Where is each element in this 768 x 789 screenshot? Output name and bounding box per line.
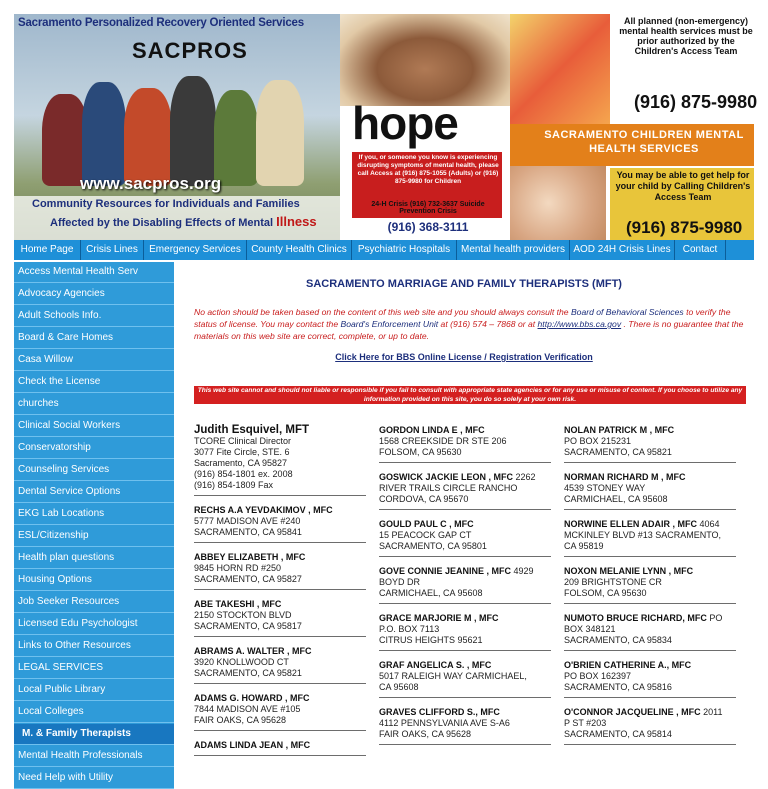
therapist-entry	[564, 516, 736, 557]
therapist-entry	[379, 610, 551, 651]
sidebar-item-health-plan-questions[interactable]: Health plan questions	[14, 548, 174, 569]
sidebar-item-counseling-services[interactable]: Counseling Services	[14, 460, 174, 481]
therapist-name: ABE TAKESHI , MFC	[194, 599, 282, 609]
nav-contact[interactable]: Contact	[675, 240, 726, 260]
therapist-entry	[194, 737, 366, 756]
therapist-name: NORWINE ELLEN ADAIR , MFC	[564, 519, 697, 529]
sidebar-item-ekg-lab-locations[interactable]: EKG Lab Locations	[14, 504, 174, 525]
sidebar-item-esl-citizenship[interactable]: ESL/Citizenship	[14, 526, 174, 547]
banner-url: www.sacpros.org	[80, 174, 222, 193]
therapist-name: RECHS A.A YEVDAKIMOV , MFC	[194, 505, 333, 515]
therapist-column-3	[564, 422, 736, 751]
therapist-detail-line: 3920 KNOLLWOOD CT	[194, 657, 289, 667]
therapist-name: NOXON MELANIE LYNN , MFC	[564, 566, 694, 576]
authorization-note: All planned (non-emergency) mental health services must be prior authorized by the Children's Access Team	[619, 16, 753, 56]
therapist-name: O'BRIEN CATHERINE A., MFC	[564, 660, 692, 670]
therapist-detail-line: BOX 348121	[564, 624, 616, 634]
therapist-entry	[564, 657, 736, 698]
kids-photo	[510, 14, 610, 124]
therapist-detail-line: SACRAMENTO, CA 95834	[564, 635, 672, 645]
therapist-entry	[194, 549, 366, 590]
hope-word: hope	[352, 97, 458, 149]
banner-caption-line1: Community Resources for Individuals and Families	[32, 198, 300, 210]
therapist-entry	[379, 657, 551, 698]
sidebar-item-family-therapists[interactable]: M. & Family Therapists	[14, 724, 174, 745]
therapist-entry	[379, 704, 551, 745]
therapist-entry	[379, 563, 551, 604]
therapist-name: ADAMS LINDA JEAN , MFC	[194, 740, 311, 750]
crisis-line-text: 24-H Crisis (916) 732-3637 Suicide Prevention Crisis	[371, 201, 485, 215]
therapist-name: ABRAMS A. WALTER , MFC	[194, 646, 312, 656]
disclaimer-part: to verify the status of license. You may contact the	[194, 307, 731, 329]
therapist-column-1	[194, 422, 366, 762]
sidebar-item-clinical-social-workers[interactable]: Clinical Social Workers	[14, 416, 174, 437]
nav-crisis-lines[interactable]: Crisis Lines	[81, 240, 144, 260]
sidebar-item-conservatorship[interactable]: Conservatorship	[14, 438, 174, 459]
therapist-detail-line: CITRUS HEIGHTS 95621	[379, 635, 483, 645]
therapist-detail-line: PO BOX 162397	[564, 671, 632, 681]
therapist-detail-line: SACRAMENTO, CA 95814	[564, 729, 672, 739]
sidebar-item-churches[interactable]: churches	[14, 394, 174, 415]
therapist-name: GRAVES CLIFFORD S., MFC	[379, 707, 500, 717]
therapist-detail-line: 4112 PENNSYLVANIA AVE S-A6	[379, 718, 510, 728]
therapist-entry	[564, 469, 736, 510]
sidebar-item-job-seeker-resources[interactable]: Job Seeker Resources	[14, 592, 174, 613]
therapist-name: ABBEY ELIZABETH , MFC	[194, 552, 306, 562]
sidebar-item-licensed-edu-psychologist[interactable]: Licensed Edu Psychologist	[14, 614, 174, 635]
therapist-name: GOVE CONNIE JEANINE , MFC	[379, 566, 512, 576]
therapist-detail-line: SACRAMENTO, CA 95821	[194, 668, 302, 678]
therapist-name: GOULD PAUL C , MFC	[379, 519, 474, 529]
sidebar-item-access-mental-health[interactable]: Access Mental Health Serv	[14, 262, 174, 283]
sacpros-logo: SACPROS	[132, 38, 248, 63]
disclaimer-text	[194, 306, 750, 342]
therapist-entry	[379, 469, 551, 510]
therapist-name: GRACE MARJORIE M , MFC	[379, 613, 499, 623]
therapist-entry	[564, 563, 736, 604]
therapist-detail-line: 5017 RALEIGH WAY CARMICHAEL,	[379, 671, 527, 681]
license-verification-link[interactable]: Click Here for BBS Online License / Registration Verification	[335, 352, 593, 362]
therapist-entry	[194, 690, 366, 731]
sidebar	[14, 262, 174, 783]
sidebar-item-legal-services[interactable]: LEGAL SERVICES	[14, 658, 174, 679]
therapist-name: NOLAN PATRICK M , MFC	[564, 425, 675, 435]
crisis-phone: (916) 368-3111	[387, 220, 469, 234]
therapist-detail-line: 4539 STONEY WAY	[564, 483, 646, 493]
therapist-detail-line: PO BOX 215231	[564, 436, 632, 446]
nav-psychiatric-hospitals[interactable]: Psychiatric Hospitals	[352, 240, 457, 260]
therapist-detail-line: FAIR OAKS, CA 95628	[379, 729, 472, 739]
therapist-detail-line: FOLSOM, CA 95630	[564, 588, 647, 598]
caption-text: Affected by the Disabling Effects of Mental	[50, 217, 277, 229]
caption-illness: Illness	[276, 214, 317, 229]
help-phone: (916) 875-9980	[626, 218, 743, 237]
hope-info-text: If you, or someone you know is experiencing disrupting symptoms of mental health, please call Access at (916) 875-1055 (Adults) or (916) 875-9980 for Children	[357, 154, 499, 185]
sidebar-item-adult-schools[interactable]: Adult Schools Info.	[14, 306, 174, 327]
therapist-entry	[564, 704, 736, 745]
therapist-address-start: 2262	[513, 472, 536, 482]
disclaimer-part: at (916) 574 – 7868 or at	[438, 319, 538, 329]
banner-hope-panel	[340, 14, 510, 240]
sidebar-item-dental-service-options[interactable]: Dental Service Options	[14, 482, 174, 503]
therapist-entry	[194, 643, 366, 684]
therapist-detail-line: 15 PEACOCK GAP CT	[379, 530, 472, 540]
disclaimer-part: . There is no guarantee that the materials on this web site are correct, complete, or up to date.	[194, 319, 744, 341]
sidebar-item-board-care-homes[interactable]: Board & Care Homes	[14, 328, 174, 349]
therapist-detail-line: (916) 854-1801 ex. 2008	[194, 469, 293, 479]
banner-org-title: Sacramento Personalized Recovery Oriented Services	[18, 17, 304, 29]
therapist-detail-line: 3077 Fite Circle, STE. 6	[194, 447, 290, 457]
access-team-phone: (916) 875-9980	[634, 92, 758, 112]
therapist-detail-line: CA 95819	[564, 541, 604, 551]
therapist-name: NORMAN RICHARD M , MFC	[564, 472, 686, 482]
top-nav	[14, 240, 754, 260]
nav-county-health-clinics[interactable]: County Health Clinics	[247, 240, 352, 260]
nav-home-page[interactable]: Home Page	[14, 240, 81, 260]
banner-children-panel	[510, 14, 758, 240]
therapist-detail-line: 7844 MADISON AVE #105	[194, 704, 301, 714]
therapist-detail-line: FOLSOM, CA 95630	[379, 447, 462, 457]
banner-photo-left	[14, 14, 340, 240]
therapist-name: ADAMS G. HOWARD , MFC	[194, 693, 310, 703]
therapist-detail-line: SACRAMENTO, CA 95821	[564, 447, 672, 457]
sidebar-item-links-other-resources[interactable]: Links to Other Resources	[14, 636, 174, 657]
therapist-entry	[379, 516, 551, 557]
therapist-entry	[564, 610, 736, 651]
children-services-title: SACRAMENTO CHILDREN MENTAL HEALTH SERVICES	[544, 129, 744, 155]
therapist-detail-line: (916) 854-1809 Fax	[194, 480, 274, 490]
sidebar-item-local-colleges[interactable]: Local Colleges	[14, 702, 174, 723]
therapist-name: Judith Esquivel, MFT	[194, 424, 310, 436]
therapist-name: GORDON LINDA E , MFC	[379, 425, 485, 435]
therapist-detail-line: SACRAMENTO, CA 95816	[564, 682, 672, 692]
therapist-detail-line: FAIR OAKS, CA 95628	[194, 715, 287, 725]
help-text: You may be able to get help for your child by Calling Children's Access Team	[615, 170, 751, 202]
therapist-detail-line: CARMICHAEL, CA 95608	[564, 494, 668, 504]
nav-emergency-services[interactable]: Emergency Services	[144, 240, 247, 260]
therapist-entry	[194, 422, 366, 496]
bbs-url-link[interactable]: http://www.bbs.ca.gov	[537, 319, 622, 329]
therapist-entry	[194, 502, 366, 543]
therapist-detail-line: 5777 MADISON AVE #240	[194, 516, 301, 526]
therapist-detail-line: Sacramento, CA 95827	[194, 458, 288, 468]
therapist-detail-line: BOYD DR	[379, 577, 421, 587]
header-banner	[14, 14, 758, 240]
sidebar-item-housing-options[interactable]: Housing Options	[14, 570, 174, 591]
therapist-address-start: PO	[706, 613, 723, 623]
enforcement-unit-link[interactable]: Board's Enforcement Unit	[340, 319, 439, 329]
therapist-name: NUMOTO BRUCE RICHARD, MFC	[564, 613, 707, 623]
therapist-column-2	[379, 422, 551, 751]
therapist-detail-line: CA 95608	[379, 682, 419, 692]
therapist-address-start: 2011	[700, 707, 723, 717]
therapist-name: GOSWICK JACKIE LEON , MFC	[379, 472, 514, 482]
therapist-detail-line: P ST #203	[564, 718, 607, 728]
therapist-detail-line: RIVER TRAILS CIRCLE RANCHO	[379, 483, 518, 493]
therapist-name: GRAF ANGELICA S. , MFC	[379, 660, 492, 670]
therapist-detail-line: 9845 HORN RD #250	[194, 563, 282, 573]
nav-mental-health-providers[interactable]: Mental health providers	[457, 240, 570, 260]
page-title: SACRAMENTO MARRIAGE AND FAMILY THERAPISTS (MFT)	[306, 278, 622, 290]
therapist-detail-line: P.O. BOX 7113	[379, 624, 440, 634]
therapist-detail-line: MCKINLEY BLVD #13 SACRAMENTO,	[564, 530, 722, 540]
therapist-detail-line: CARMICHAEL, CA 95608	[379, 588, 483, 598]
therapist-entry	[379, 422, 551, 463]
disclaimer-part: No action should be taken based on the content of this web site and you should always consult the	[194, 307, 571, 317]
therapist-detail-line: 209 BRIGHTSTONE CR	[564, 577, 662, 587]
liability-warning: This web site cannot and should not liable or responsible if you fail to consult with appropriate state agencies or for any use or misuse of content. If you choose to utilize any information provided on this site, you do so solely at your own risk.	[194, 386, 746, 404]
therapist-entry	[564, 422, 736, 463]
therapist-detail-line: SACRAMENTO, CA 95817	[194, 621, 302, 631]
therapist-detail-line: 2150 STOCKTON BLVD	[194, 610, 292, 620]
therapist-detail-line: SACRAMENTO, CA 95841	[194, 527, 302, 537]
nav-aod-crisis-lines[interactable]: AOD 24H Crisis Lines	[570, 240, 675, 260]
bbs-link[interactable]: Board of Behavioral Sciences	[570, 307, 684, 317]
sidebar-item-utility-help[interactable]: Need Help with Utility	[14, 768, 174, 789]
therapist-address-start: 4064	[697, 519, 720, 529]
sidebar-item-mental-health-professionals[interactable]: Mental Health Professionals	[14, 746, 174, 767]
banner-caption-line2	[50, 214, 317, 229]
child-photo	[340, 14, 510, 106]
therapist-entry	[194, 596, 366, 637]
therapist-detail-line: 1568 CREEKSIDE DR STE 206	[379, 436, 507, 446]
therapist-name: O'CONNOR JACQUELINE , MFC	[564, 707, 701, 717]
sidebar-item-casa-willow[interactable]: Casa Willow	[14, 350, 174, 371]
therapist-detail-line: TCORE Clinical Director	[194, 436, 292, 446]
therapist-detail-line: SACRAMENTO, CA 95827	[194, 574, 302, 584]
therapist-detail-line: CORDOVA, CA 95670	[379, 494, 469, 504]
baby-photo	[510, 166, 606, 240]
sidebar-item-local-public-library[interactable]: Local Public Library	[14, 680, 174, 701]
people-illustration	[42, 66, 322, 186]
sidebar-item-advocacy-agencies[interactable]: Advocacy Agencies	[14, 284, 174, 305]
sidebar-item-check-license[interactable]: Check the License	[14, 372, 174, 393]
therapist-detail-line: SACRAMENTO, CA 95801	[379, 541, 487, 551]
therapist-address-start: 4929	[511, 566, 534, 576]
